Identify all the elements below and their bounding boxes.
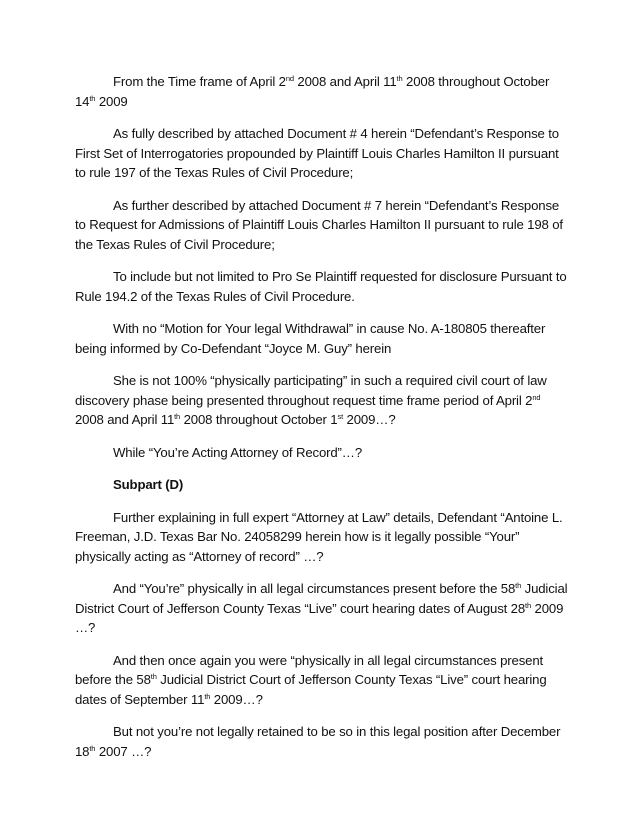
ordinal-suffix: st xyxy=(337,412,344,421)
paragraph-text: 2009…? xyxy=(343,412,396,427)
paragraph-time-frame xyxy=(75,72,570,111)
ordinal-suffix: th xyxy=(204,691,211,701)
paragraph-further-explaining xyxy=(75,508,570,567)
ordinal-suffix: th xyxy=(89,93,96,103)
paragraph-text: To include but not limited to Pro Se Plaintiff requested for disclosure Pursuant to Rule 194.2 of the Texas Rules of Civil Procedure. xyxy=(75,269,567,304)
paragraph-document-4 xyxy=(75,124,570,183)
paragraph-document-7 xyxy=(75,196,570,255)
paragraph-not-participating xyxy=(75,371,570,430)
paragraph-text: With no “Motion for Your legal Withdrawal” in cause No. A-180805 thereafter being informed by Co-Defendant “Joyce M. Guy” herein xyxy=(75,321,546,356)
paragraph-text: 2008 and April 11 xyxy=(293,74,397,89)
paragraph-subpart-d xyxy=(75,475,570,495)
paragraph-text: As further described by attached Document # 7 herein “Defendant’s Response to Request for Admissions of Plaintiff Louis Charles Hamilton II pursuant to rule 198 of the Texas Rules of Civil Procedure; xyxy=(75,197,563,252)
ordinal-suffix: th xyxy=(89,743,96,753)
paragraph-text: And “You’re” physically in all legal circumstances present before the 58 xyxy=(113,581,516,596)
paragraph-text: But not you’re not legally retained to be so in this legal position after December 18 xyxy=(75,724,561,759)
paragraph-text: And then once again you were “physically in all legal circumstances present before the 58 xyxy=(75,652,544,687)
document-page xyxy=(75,72,570,774)
paragraph-text: 2007 …? xyxy=(95,743,152,759)
paragraph-text: Judicial District Court of Jefferson County Texas “Live” court hearing dates of August 28 xyxy=(75,581,568,616)
paragraph-text: 2009 …? xyxy=(75,600,564,635)
paragraph-text: 2008 throughout October 14 xyxy=(75,74,550,109)
paragraph-text: Further explaining in full expert “Attorney at Law” details, Defendant “Antoine L. Freeman, J.D. Texas Bar No. 24058299 herein how is it legally possible “Your” physically acting as “Attorney of record” …? xyxy=(75,509,563,564)
ordinal-suffix: nd xyxy=(532,392,541,402)
ordinal-suffix: nd xyxy=(285,74,294,83)
ordinal-suffix: th xyxy=(174,412,181,421)
paragraph-withdrawal xyxy=(75,319,570,358)
paragraph-disclosure xyxy=(75,267,570,306)
paragraph-text: Judicial District Court of Jefferson County Texas “Live” court hearing dates of September 11 xyxy=(75,672,547,707)
paragraph-text: 2008 throughout October 1 xyxy=(180,412,338,427)
paragraph-text: While “You’re Acting Attorney of Record”…? xyxy=(113,444,363,460)
paragraph-not-retained xyxy=(75,722,570,761)
ordinal-suffix: th xyxy=(150,672,157,681)
paragraph-text: 2009 xyxy=(95,93,128,109)
paragraph-text: Subpart (D) xyxy=(113,477,184,492)
paragraph-text: As fully described by attached Document # 4 herein “Defendant’s Response to First Set of Interrogatories propounded by Plaintiff Louis Charles Hamilton II pursuant to rule 197 of the Texas Rules of Civil Procedure; xyxy=(75,126,559,180)
paragraph-september-hearing xyxy=(75,651,570,710)
paragraph-acting-attorney xyxy=(75,443,570,463)
paragraph-text: 2009…? xyxy=(210,691,263,707)
ordinal-suffix: th xyxy=(525,600,532,610)
ordinal-suffix: th xyxy=(515,581,522,590)
paragraph-august-hearing xyxy=(75,579,570,638)
paragraph-text: 2008 and April 11 xyxy=(75,412,175,427)
ordinal-suffix: th xyxy=(396,74,403,83)
paragraph-text: She is not 100% “physically participating” in such a required civil court of law discovery phase being presented throughout request time frame period of April 2 xyxy=(75,373,547,408)
paragraph-text: From the Time frame of April 2 xyxy=(113,74,286,89)
